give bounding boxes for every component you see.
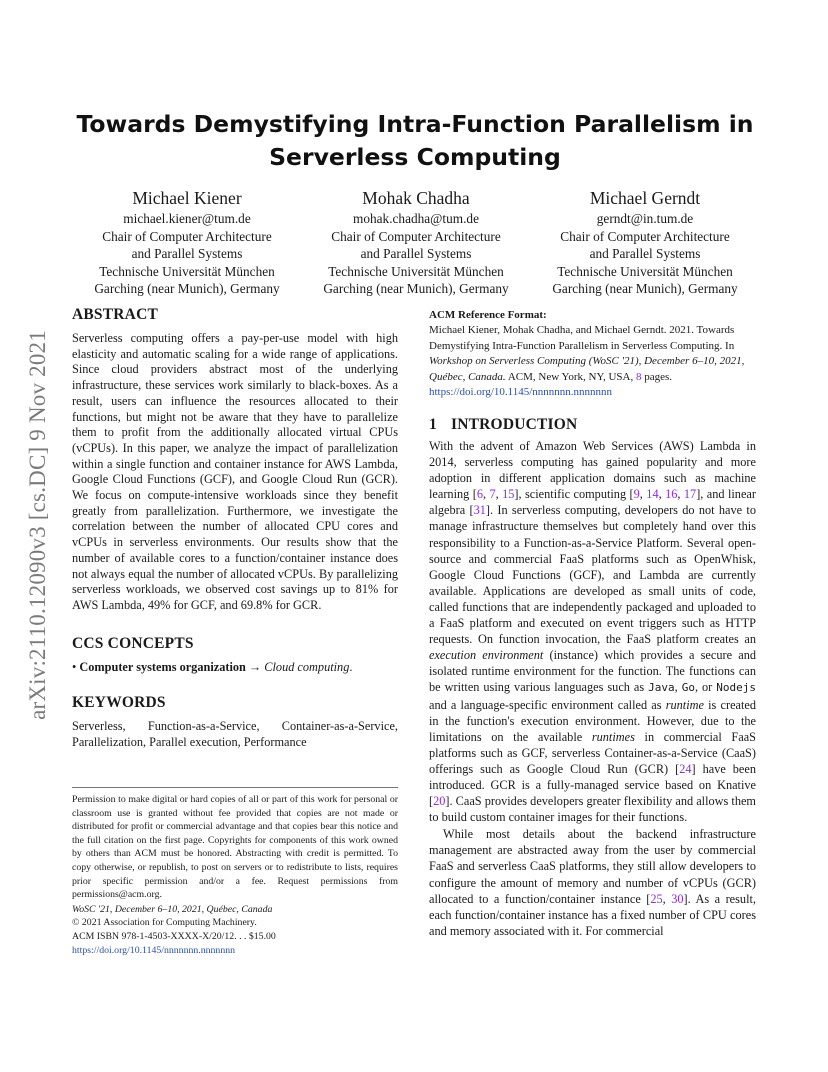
acm-reference-text: Michael Kiener, Mohak Chadha, and Michael Gerndt. 2021. Towards Demystifying Intra-Function Parallelism in Serverless Computing. In Workshop on Serverless Computing (WoSC '21), December 6–10, 2021, Québec, Canada. ACM, New York, NY, USA, 8 pages. https://doi.org/10.1145/nnnnnnn.nnnnnnn: [429, 324, 745, 399]
author-email: gerndt@in.tum.de: [596, 211, 694, 226]
page-count-link[interactable]: 8: [636, 370, 642, 383]
author-institution: Technische Universität München: [99, 263, 275, 279]
venue-line: WoSC '21, December 6–10, 2021, Québec, Canada: [72, 903, 273, 915]
author-block: [72, 187, 760, 299]
bullet: •: [72, 659, 77, 674]
permission-block: [72, 793, 398, 957]
keywords-heading: KEYWORDS: [72, 693, 166, 711]
paper-title: [70, 108, 760, 174]
author-name: Mohak Chadha: [362, 188, 470, 208]
title-line-2: Serverless Computing: [269, 143, 561, 171]
author-email: mohak.chadha@tum.de: [353, 211, 479, 226]
author-2: [301, 187, 531, 298]
author-name: Michael Kiener: [132, 188, 242, 208]
ccs-subcategory: Cloud computing: [264, 659, 350, 674]
arxiv-identifier: [18, 290, 58, 760]
author-affiliation: and Parallel Systems: [131, 246, 243, 262]
keywords-text: Serverless, Function-as-a-Service, Container-as-a-Service, Parallelization, Parallel execution, Performance: [72, 718, 398, 749]
citation-link[interactable]: 20: [433, 794, 446, 809]
citation-link[interactable]: 16: [665, 487, 678, 502]
code-nodejs: Nodejs: [716, 681, 756, 695]
citation-link[interactable]: 6: [476, 487, 483, 502]
citation-link[interactable]: 31: [473, 503, 486, 518]
author-location: Garching (near Munich), Germany: [552, 281, 738, 297]
author-affiliation: and Parallel Systems: [360, 246, 472, 262]
section-title: INTRODUCTION: [451, 416, 578, 433]
acm-doi-link[interactable]: https://doi.org/10.1145/nnnnnnn.nnnnnnn: [429, 386, 613, 399]
title-line-1: Towards Demystifying Intra-Function Parallelism in: [76, 110, 754, 138]
doi-link[interactable]: https://doi.org/10.1145/nnnnnnn.nnnnnnn: [72, 944, 236, 956]
citation-link[interactable]: 24: [679, 761, 692, 776]
code-java: Java: [648, 681, 675, 695]
introduction-body: [429, 438, 756, 939]
author-3: [530, 187, 760, 298]
term-execution-environment: execution environment: [429, 648, 544, 663]
citation-link[interactable]: 15: [502, 487, 515, 502]
author-institution: Technische Universität München: [328, 263, 504, 279]
citation-link[interactable]: 14: [646, 487, 659, 502]
author-affiliation: and Parallel Systems: [589, 246, 701, 262]
abstract-text: Serverless computing offers a pay-per-use model with high elasticity and automatic scaling for a wide range of applications. Since cloud providers abstract most of the underlying infrastructure, these services work similarly to black-boxes. As a result, users can influence the resources allocated to their functions, but might not be aware that they have to parallelize them to profit from the additionally allocated virtual CPUs (vCPUs). In this paper, we analyze the impact of parallelization within a single function and container instance for AWS Lambda, Google Cloud Functions (GCF), and Google Cloud Run (GCR). We focus on compute-intensive workloads since they benefit greatly from parallelization. Furthermore, we investigate the correlation between the number of allocated CPU cores and vCPUs in serverless environments. Our results show that the number of available cores to a function/container instance does not always equal the number of allocated vCPUs. By parallelizing serverless workloads, we observed cost savings up to 81% for AWS Lambda, 49% for GCF, and 69.8% for GCR.: [72, 331, 398, 612]
author-institution: Technische Universität München: [557, 263, 733, 279]
term-runtime: runtime: [665, 697, 704, 712]
footnote-divider: [72, 787, 398, 788]
acm-reference-block: [429, 308, 756, 401]
introduction-heading: [429, 415, 577, 435]
author-affiliation: Chair of Computer Architecture: [331, 228, 501, 244]
left-column: [72, 305, 398, 750]
acm-venue: Workshop on Serverless Computing (WoSC '21), December 6–10, 2021, Québec, Canada.: [429, 355, 745, 383]
section-number: 1: [429, 416, 437, 433]
arxiv-identifier-text: arXiv:2110.12090v3 [cs.DC] 9 Nov 2021: [25, 330, 50, 720]
author-email: michael.kiener@tum.de: [123, 211, 251, 226]
term-runtimes: runtimes: [591, 729, 635, 744]
ccs-concept: • Computer systems organization → Cloud computing.: [72, 659, 353, 674]
acm-reference-heading: ACM Reference Format:: [429, 309, 547, 321]
ccs-category: Computer systems organization: [79, 659, 246, 674]
author-affiliation: Chair of Computer Architecture: [560, 228, 730, 244]
citation-link[interactable]: 17: [683, 487, 697, 502]
arrow-icon: →: [248, 659, 262, 674]
author-name: Michael Gerndt: [589, 188, 701, 208]
ccs-heading: CCS CONCEPTS: [72, 634, 194, 652]
author-affiliation: Chair of Computer Architecture: [102, 228, 272, 244]
intro-paragraph-2: While most details about the backend infrastructure management are abstracted away from the user by commercial FaaS and serverless CaaS platforms, they still allow developers to configure the amount of memory and number of vCPUs (GCR) allocated to a function/container instance [25, 30]. As a result, each function/container instance has a fixed number of CPU cores and memory associated with it. For commercial: [429, 827, 756, 938]
author-1: [72, 187, 302, 298]
isbn-line: ACM ISBN 978-1-4503-XXXX-X/20/12. . . $15.00: [72, 930, 276, 942]
abstract-heading: ABSTRACT: [72, 306, 159, 323]
citation-link[interactable]: 9: [633, 487, 640, 502]
intro-paragraph-1: With the advent of Amazon Web Services (AWS) Lambda in 2014, serverless computing has gained popularity and more adoption in different application domains such as machine learning [6, 7, 15], scientific computing [9, 14, 16, 17], and linear algebra [31]. In serverless computing, developers do not have to manage infrastructure themselves but completely hand over this responsibility to a Function-as-a-Service Platform. Several open-source and commercial FaaS platforms such as OpenWhisk, Google Cloud Functions (GCF), and Lambda are currently available. Applications are developed as small units of code, called functions that are independently packaged and uploaded to a FaaS platform and executed on event triggers such as HTTP requests. On function invocation, the FaaS platform creates an execution environment (instance) which provides a secure and isolated runtime environment for the function. The functions can be written using various languages such as Java, Go, or Nodejs and a language-specific environment called as runtime is created in the function's execution environment. However, due to the limitations on the available runtimes in commercial FaaS platforms such as GCF, serverless Container-as-a-Service (CaaS) offerings such as Google Cloud Run (GCR) [24] have been introduced. GCR is a fully-managed service based on Knative [20]. CaaS provides developers greater flexibility and allows them to build custom container images for their functions.: [429, 439, 757, 825]
author-location: Garching (near Munich), Germany: [323, 281, 509, 297]
citation-link[interactable]: 7: [489, 487, 496, 502]
copyright-line: © 2021 Association for Computing Machinery.: [72, 917, 257, 929]
code-go: Go: [681, 681, 695, 695]
permission-text: Permission to make digital or hard copies of all or part of this work for personal or classroom use is granted without fee provided that copies are not made or distributed for profit or commercial advantage and that copies bear this notice and the full citation on the first page. Copyrights for components of this work owned by others than ACM must be honored. Abstracting with credit is permitted. To copy otherwise, or republish, to post on servers or to redistribute to lists, requires prior specific permission and/or a fee. Request permissions from permissions@acm.org.: [72, 794, 398, 901]
citation-link[interactable]: 30: [671, 891, 684, 906]
author-location: Garching (near Munich), Germany: [94, 281, 280, 297]
citation-link[interactable]: 25: [650, 891, 663, 906]
